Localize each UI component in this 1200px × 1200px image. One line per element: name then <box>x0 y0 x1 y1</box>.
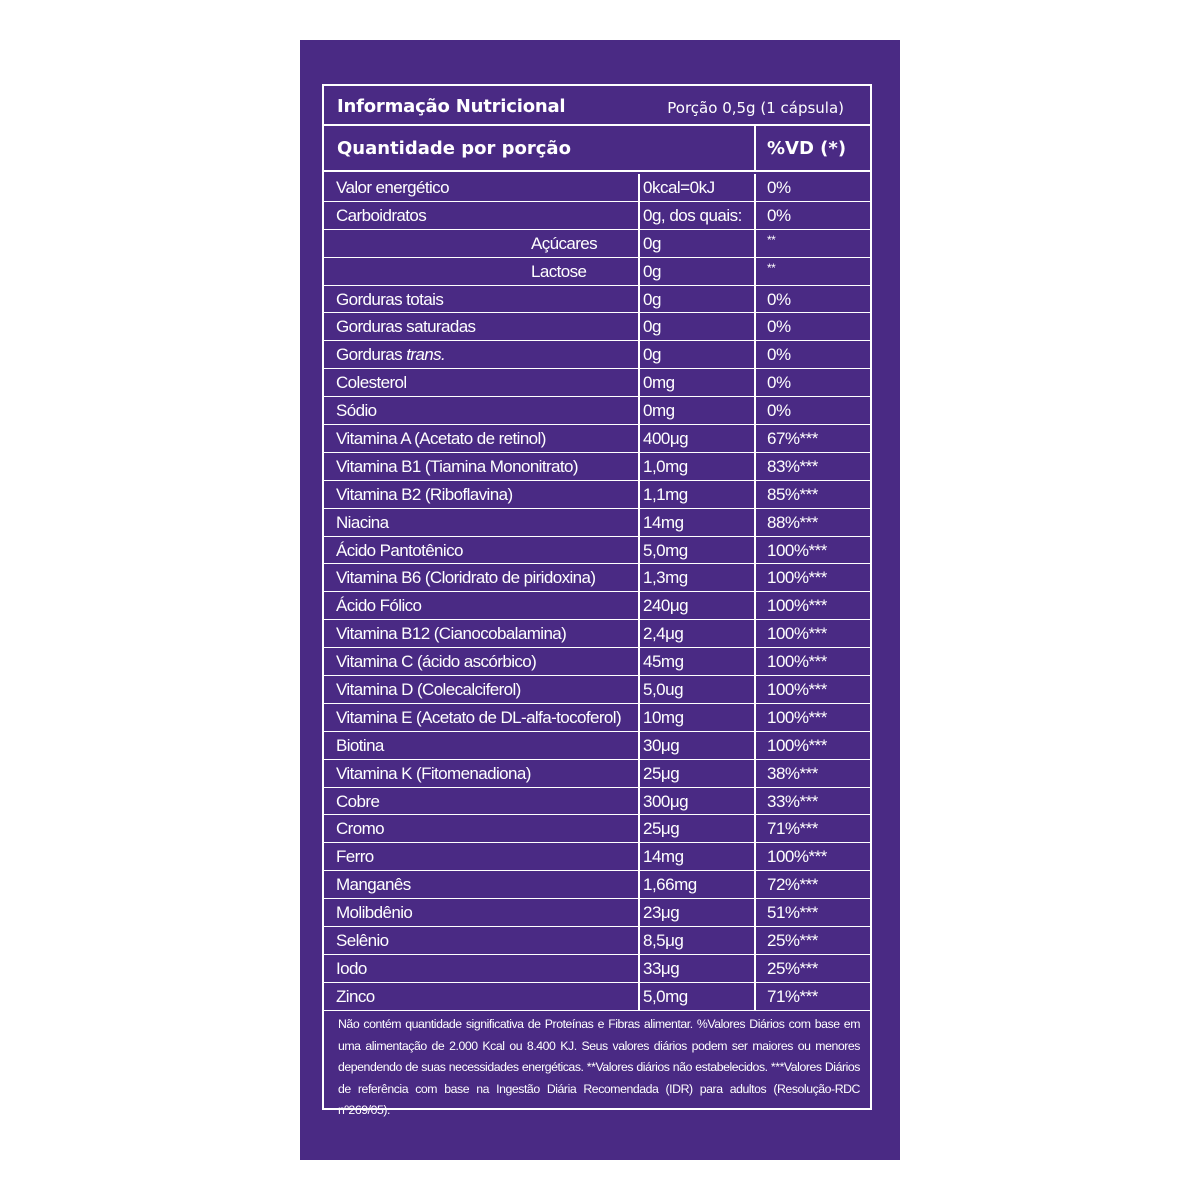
nutrient-name: Vitamina A (Acetato de retinol) <box>336 429 546 449</box>
nutrient-daily-value: 0% <box>754 174 879 201</box>
nutrient-daily-value: 100%*** <box>754 537 879 564</box>
nutrient-daily-value: 0% <box>754 202 879 229</box>
nutrient-name: Biotina <box>336 735 384 755</box>
nutrient-amount: 5,0mg <box>638 537 758 564</box>
nutrient-daily-value: 100%*** <box>754 704 879 731</box>
nutrient-amount: 1,1mg <box>638 481 758 508</box>
table-row <box>324 397 870 425</box>
nutrient-amount: 5,0ug <box>638 676 758 703</box>
nutrient-name: Molibdênio <box>336 903 413 923</box>
nutrient-name: Vitamina B12 (Cianocobalamina) <box>336 624 567 644</box>
table-row <box>324 230 870 258</box>
nutrient-amount: 1,66mg <box>638 871 758 898</box>
daily-value-label: %VD (*) <box>767 138 847 159</box>
table-subheader <box>324 126 870 172</box>
nutrient-amount: 0mg <box>638 397 758 424</box>
nutrient-daily-value: 83%*** <box>754 453 879 480</box>
nutrient-amount: 0kcal=0kJ <box>638 174 758 201</box>
nutrient-amount: 240μg <box>638 592 758 619</box>
table-header <box>324 86 870 126</box>
nutrition-facts-table <box>322 84 872 1117</box>
nutrient-name: Vitamina C (ácido ascórbico) <box>336 652 537 672</box>
nutrient-name: Gorduras trans. <box>336 345 446 365</box>
nutrient-amount: 0g <box>638 286 758 313</box>
table-row <box>324 899 870 927</box>
table-row <box>324 453 870 481</box>
nutrient-name: Gorduras saturadas <box>336 317 476 337</box>
nutrient-daily-value: 0% <box>754 397 879 424</box>
table-row <box>324 313 870 341</box>
nutrient-amount: 0g <box>638 258 758 285</box>
nutrient-daily-value: 33%*** <box>754 788 879 815</box>
nutrient-name: Ferro <box>336 847 374 867</box>
table-row <box>324 564 870 592</box>
table-row <box>324 258 870 286</box>
nutrient-name: Ácido Fólico <box>336 596 422 616</box>
nutrient-amount: 0g <box>638 341 758 368</box>
table-row <box>324 425 870 453</box>
nutrient-name: Colesterol <box>336 373 407 393</box>
nutrient-name: Gorduras totais <box>336 289 444 309</box>
nutrient-amount: 45mg <box>638 648 758 675</box>
table-row <box>324 760 870 788</box>
nutrient-amount: 10mg <box>638 704 758 731</box>
nutrient-name: Vitamina K (Fitomenadiona) <box>336 763 531 783</box>
nutrient-daily-value: 85%*** <box>754 481 879 508</box>
table-row <box>324 341 870 369</box>
table-row <box>324 704 870 732</box>
nutrient-daily-value: 88%*** <box>754 509 879 536</box>
nutrient-amount: 300μg <box>638 788 758 815</box>
column-divider <box>754 126 756 170</box>
nutrient-amount: 14mg <box>638 509 758 536</box>
nutrient-name: Zinco <box>336 986 375 1006</box>
table-row <box>324 871 870 899</box>
nutrient-name: Manganês <box>336 875 411 895</box>
table-row <box>324 286 870 314</box>
nutrient-amount: 25μg <box>638 760 758 787</box>
nutrient-amount: 33μg <box>638 955 758 982</box>
nutrient-amount: 0g <box>638 313 758 340</box>
table-row <box>324 537 870 565</box>
label-background-panel <box>300 40 900 1160</box>
table-row <box>324 648 870 676</box>
nutrient-daily-value: 100%*** <box>754 564 879 591</box>
nutrient-daily-value: 38%*** <box>754 760 879 787</box>
nutrient-daily-value: 100%*** <box>754 620 879 647</box>
nutrient-daily-value: 51%*** <box>754 899 879 926</box>
nutrient-name-italic: trans. <box>406 345 446 365</box>
nutrient-amount: 8,5μg <box>638 927 758 954</box>
nutrient-name: Cobre <box>336 791 380 811</box>
table-row <box>324 843 870 871</box>
table-row <box>324 732 870 760</box>
nutrient-daily-value: 100%*** <box>754 732 879 759</box>
nutrient-daily-value: ** <box>754 258 879 285</box>
nutrient-amount: 400μg <box>638 425 758 452</box>
nutrient-amount: 30μg <box>638 732 758 759</box>
nutrient-name: Vitamina B1 (Tiamina Mononitrato) <box>336 456 578 476</box>
nutrient-name: Açúcares <box>531 233 598 253</box>
portion-size: Porção 0,5g (1 cápsula) <box>667 99 844 117</box>
nutrient-name: Vitamina B6 (Cloridrato de piridoxina) <box>336 568 596 588</box>
nutrient-amount: 2,4μg <box>638 620 758 647</box>
nutrient-name: Ácido Pantotênico <box>336 540 463 560</box>
nutrient-amount: 1,0mg <box>638 453 758 480</box>
table-row <box>324 369 870 397</box>
nutrient-daily-value: 71%*** <box>754 815 879 842</box>
nutrient-name: Niacina <box>336 512 389 532</box>
table-row <box>324 592 870 620</box>
nutrient-rows <box>324 174 870 1011</box>
nutrient-name: Cromo <box>336 819 385 839</box>
nutrient-amount: 5,0mg <box>638 983 758 1010</box>
footnote-text: Não contém quantidade significativa de Proteínas e Fibras alimentar. %Valores Diários com base em uma alimentação de 2.000 Kcal ou 8.400 KJ. Seus valores diários podem ser maiores ou menores dependendo de suas necessidades energéticas. **Valores diários não estabelecidos. ***Valores Diários de referência com base na Ingestão Diária Recomendada (IDR) para adultos (Resolução-RDC nº269/05). <box>338 1017 860 1117</box>
nutrient-daily-value: 25%*** <box>754 927 879 954</box>
table-row <box>324 955 870 983</box>
nutrient-daily-value: 100%*** <box>754 648 879 675</box>
nutrient-amount: 14mg <box>638 843 758 870</box>
table-row <box>324 620 870 648</box>
nutrient-daily-value: 72%*** <box>754 871 879 898</box>
table-row <box>324 174 870 202</box>
nutrient-name: Vitamina D (Colecalciferol) <box>336 680 521 700</box>
nutrient-name: Selênio <box>336 931 389 951</box>
table-row <box>324 927 870 955</box>
nutrient-amount: 0g, dos quais: <box>638 202 758 229</box>
nutrient-daily-value: 100%*** <box>754 676 879 703</box>
table-row <box>324 509 870 537</box>
nutrient-daily-value: 71%*** <box>754 983 879 1010</box>
table-row <box>324 202 870 230</box>
nutrient-daily-value: 67%*** <box>754 425 879 452</box>
table-row <box>324 788 870 816</box>
nutrient-name: Iodo <box>336 958 367 978</box>
table-row <box>324 481 870 509</box>
nutrient-amount: 1,3mg <box>638 564 758 591</box>
nutrient-amount: 25μg <box>638 815 758 842</box>
nutrient-name: Sódio <box>336 401 377 421</box>
nutrient-name: Vitamina E (Acetato de DL-alfa-tocoferol) <box>336 707 622 727</box>
nutrient-amount: 0mg <box>638 369 758 396</box>
nutrient-amount: 0g <box>638 230 758 257</box>
nutrient-name: Valor energético <box>336 178 449 197</box>
nutrient-name: Vitamina B2 (Riboflavina) <box>336 484 513 504</box>
nutrient-daily-value: 0% <box>754 341 879 368</box>
table-title: Informação Nutricional <box>337 96 566 117</box>
nutrient-daily-value: 100%*** <box>754 592 879 619</box>
table-row <box>324 983 870 1011</box>
nutrient-daily-value: 25%*** <box>754 955 879 982</box>
nutrient-daily-value: ** <box>754 230 879 257</box>
nutrient-daily-value: 0% <box>754 369 879 396</box>
nutrient-name: Lactose <box>531 261 587 281</box>
nutrient-name: Carboidratos <box>336 205 427 225</box>
nutrient-daily-value: 100%*** <box>754 843 879 870</box>
nutrient-amount: 23μg <box>638 899 758 926</box>
quantity-per-portion-label: Quantidade por porção <box>337 138 571 159</box>
nutrient-daily-value: 0% <box>754 313 879 340</box>
nutrient-daily-value: 0% <box>754 286 879 313</box>
table-row <box>324 676 870 704</box>
table-row <box>324 815 870 843</box>
